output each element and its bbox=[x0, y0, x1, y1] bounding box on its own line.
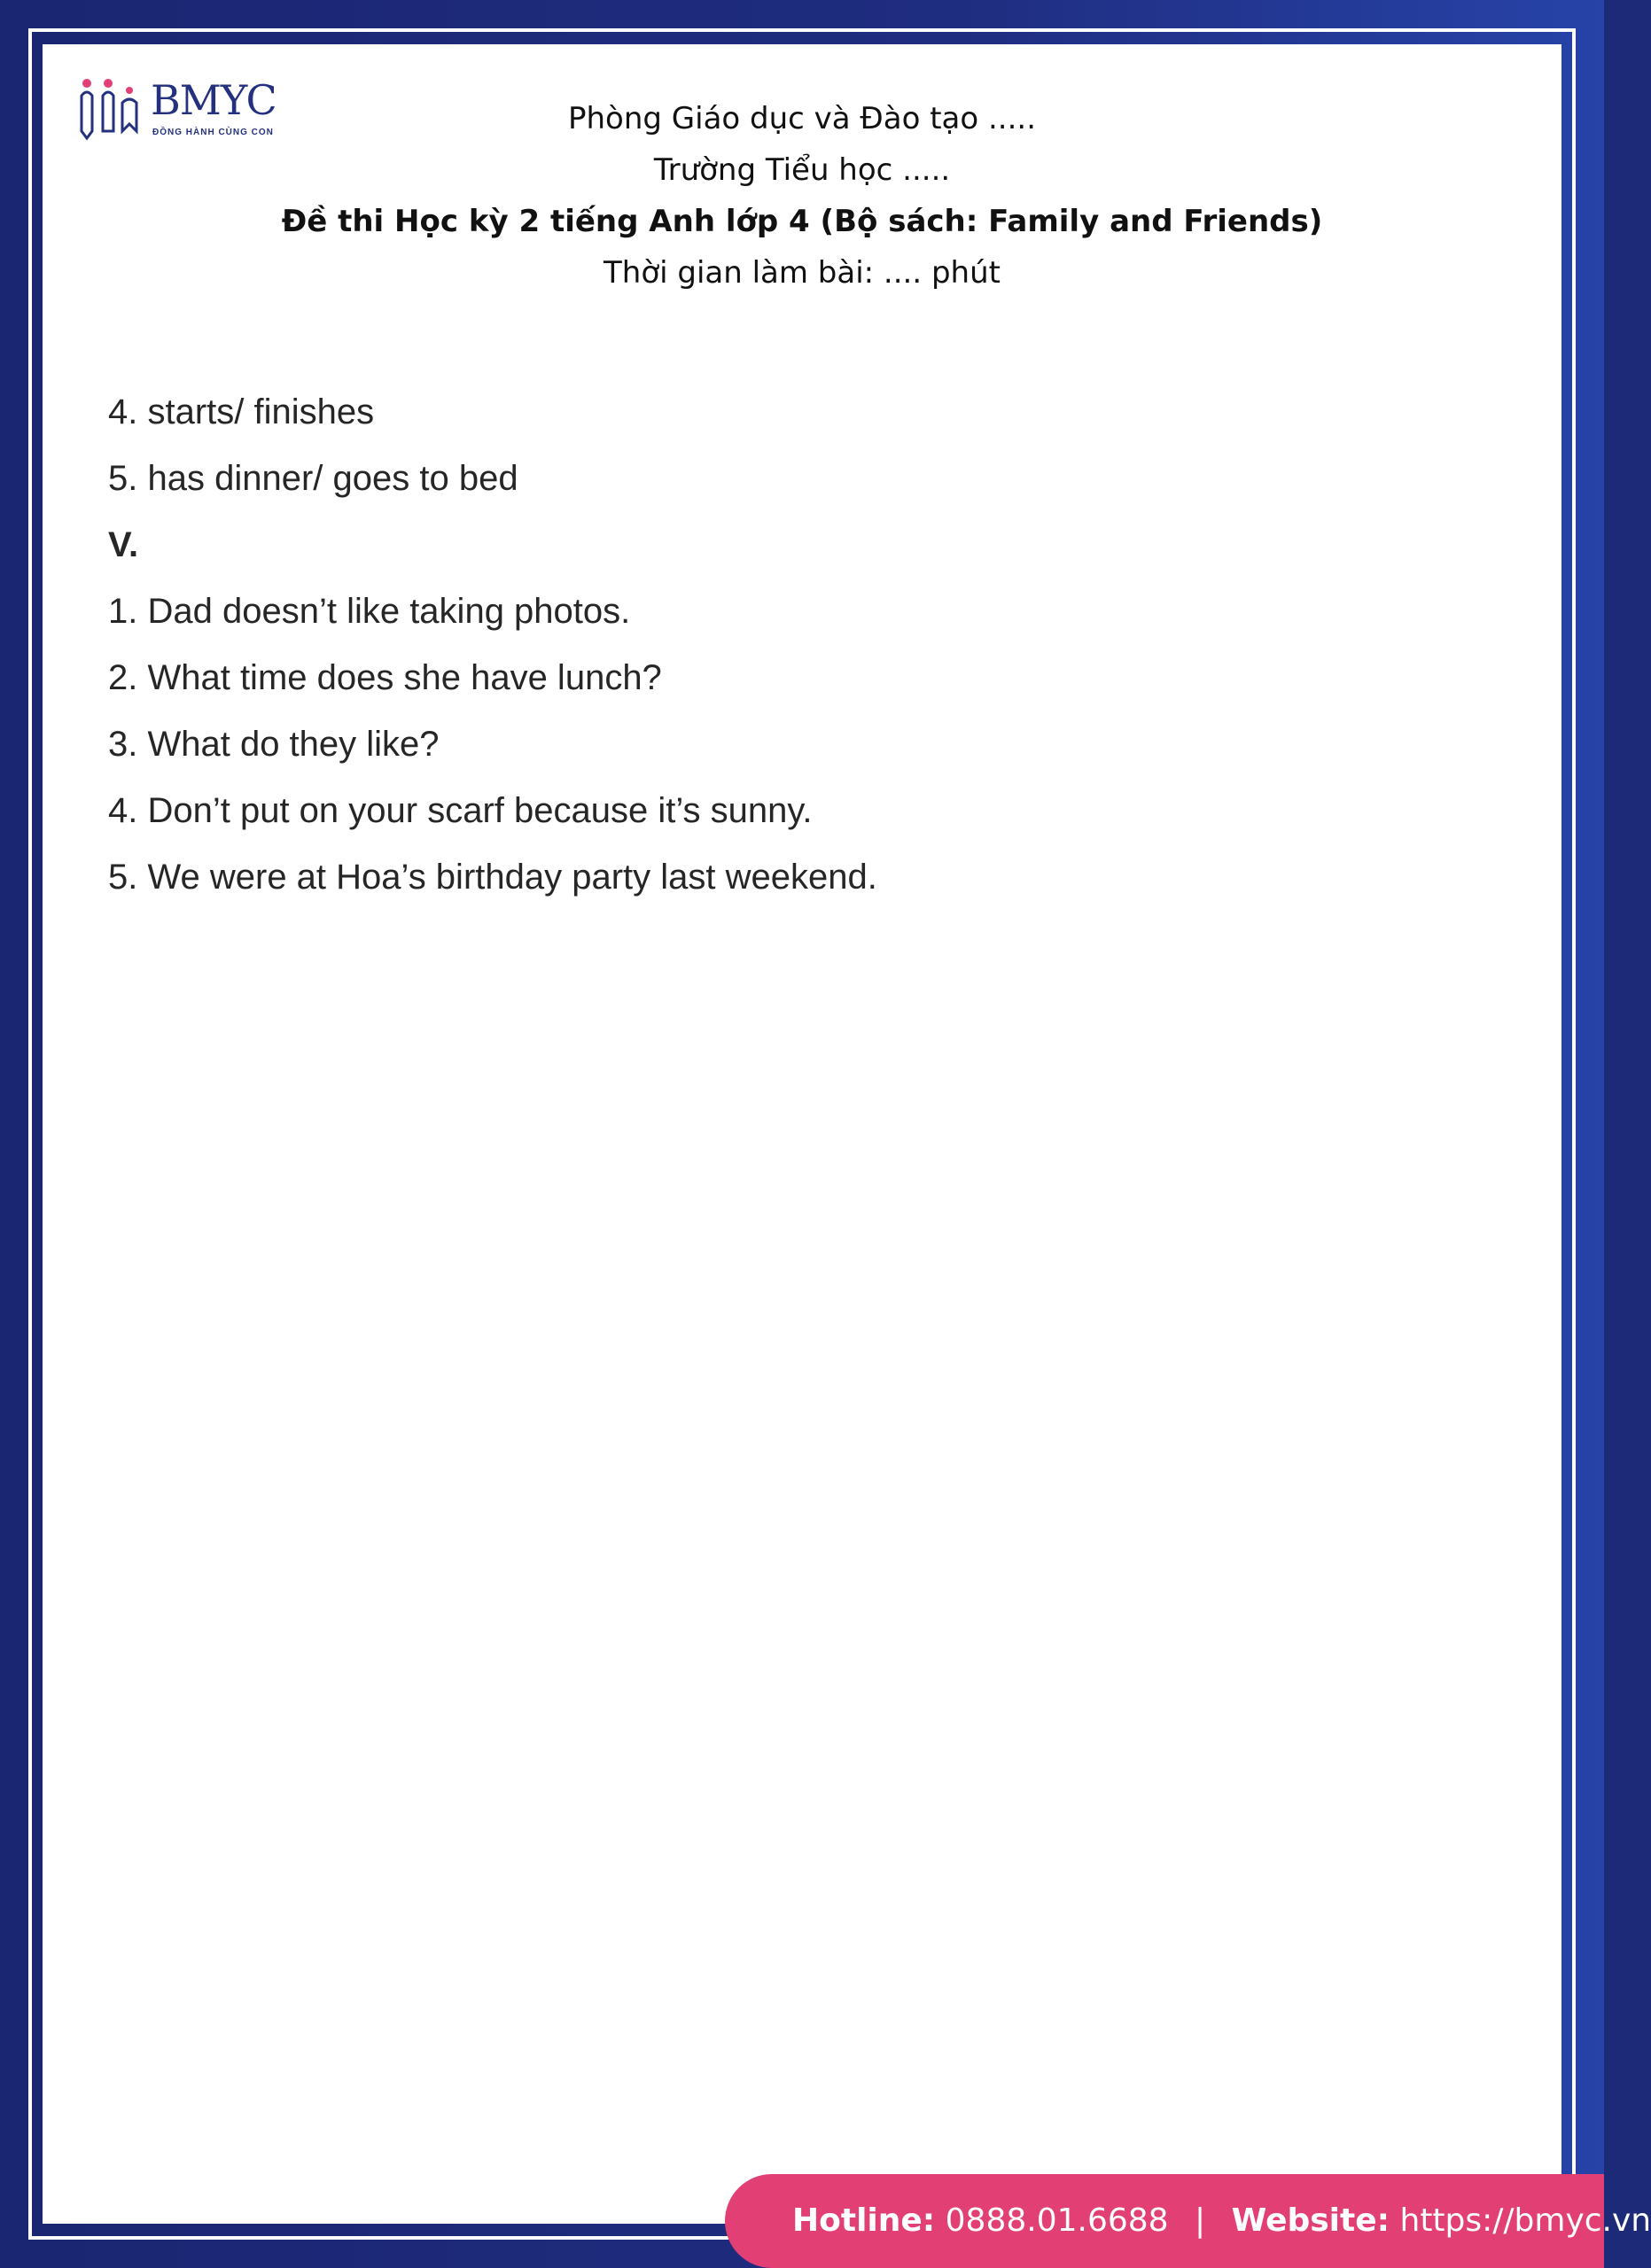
footer-separator: | bbox=[1195, 2202, 1206, 2239]
document-page bbox=[43, 44, 1561, 2224]
website-label: Website: bbox=[1231, 2202, 1390, 2239]
answer-line: 5. has dinner/ goes to bed bbox=[108, 459, 518, 498]
website-link[interactable]: https://bmyc.vn bbox=[1399, 2202, 1651, 2239]
header-exam-title: Đề thi Học kỳ 2 tiếng Anh lớp 4 (Bộ sách: Family and Friends) bbox=[281, 204, 1323, 239]
document-header bbox=[43, 93, 1561, 299]
header-duration: Thời gian làm bài: .... phút bbox=[604, 255, 1001, 291]
answer-content bbox=[108, 379, 877, 911]
section-heading: V. bbox=[108, 525, 139, 564]
contact-footer bbox=[725, 2174, 1651, 2268]
logo-wordmark: BMYC bbox=[151, 76, 276, 124]
answer-line: 2. What time does she have lunch? bbox=[108, 658, 662, 697]
hotline-number[interactable]: 0888.01.6688 bbox=[945, 2202, 1169, 2239]
header-department: Phòng Giáo dục và Đào tạo ..... bbox=[567, 101, 1037, 136]
footer-contact-text bbox=[792, 2174, 1651, 2268]
answer-line: 3. What do they like? bbox=[108, 725, 440, 764]
logo-tagline: ĐỒNG HÀNH CÙNG CON bbox=[152, 128, 274, 137]
header-school: Trường Tiểu học ..... bbox=[653, 152, 951, 188]
answer-line: 1. Dad doesn’t like taking photos. bbox=[108, 592, 631, 631]
answer-line: 4. starts/ finishes bbox=[108, 392, 375, 431]
answer-line: 4. Don’t put on your scarf because it’s sunny. bbox=[108, 791, 813, 830]
answer-line: 5. We were at Hoa’s birthday party last weekend. bbox=[108, 858, 877, 897]
hotline-label: Hotline: bbox=[792, 2202, 936, 2239]
